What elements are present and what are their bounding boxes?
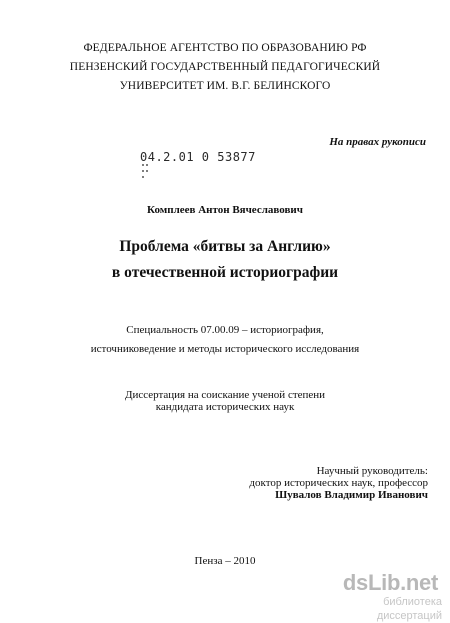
watermark-subtitle: библиотека диссертаций — [376, 596, 442, 622]
header-line-1: ФЕДЕРАЛЬНОЕ АГЕНТСТВО ПО ОБРАЗОВАНИЮ РФ — [83, 42, 367, 54]
watermark — [316, 571, 446, 623]
header-line-2: ПЕНЗЕНСКИЙ ГОСУДАРСТВЕННЫЙ ПЕДАГОГИЧЕСКИЙ — [69, 61, 381, 73]
title-line-2: в отечественной историографии — [111, 264, 339, 281]
city-year: Пенза – 2010 — [194, 555, 256, 567]
specialty-line-2: источниковедение и методы исторического исследования — [90, 343, 360, 355]
dissertation-line-1: Диссертация на соискание ученой степени — [124, 389, 326, 401]
title-line-1: Проблема «битвы за Англию» — [119, 238, 331, 255]
author-name: Комплеев Антон Вячеславович — [147, 204, 303, 216]
dissertation-line-2: кандидата исторических наук — [155, 401, 295, 413]
watermark-logo: dsLib.net — [342, 570, 438, 595]
supervisor-label: Научный руководитель: — [316, 465, 428, 477]
supervisor-degree: доктор исторических наук, профессор — [249, 477, 428, 489]
supervisor-name: Шувалов Владимир Иванович — [275, 489, 428, 501]
header-line-3: УНИВЕРСИТЕТ ИМ. В.Г. БЕЛИНСКОГО — [119, 80, 331, 92]
manuscript-rights-note: На правах рукописи — [329, 136, 426, 148]
stamp-dots — [142, 160, 154, 180]
specialty-line-1: Специальность 07.00.09 – историография, — [126, 324, 324, 336]
library-stamp: 04.2.01 0 53877 — [140, 150, 256, 164]
